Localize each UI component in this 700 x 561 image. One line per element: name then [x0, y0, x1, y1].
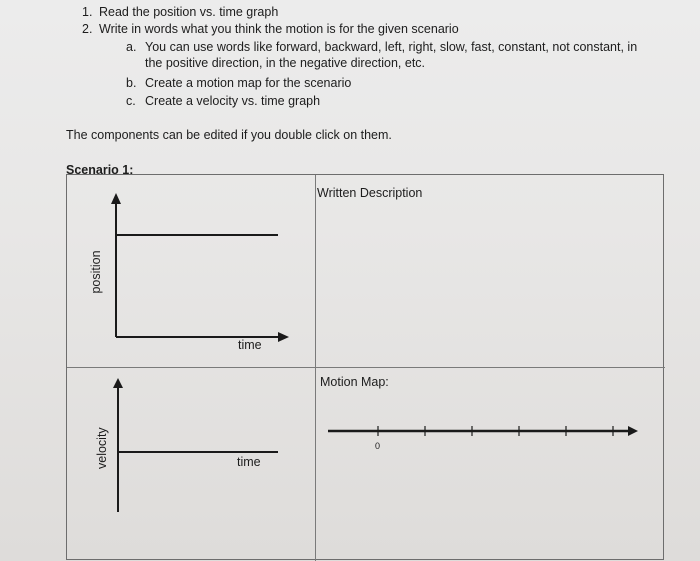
sub-b-text: Create a motion map for the scenario — [145, 76, 352, 90]
position-x-arrow — [278, 332, 289, 342]
sub-c-letter: c. — [126, 94, 136, 108]
velocity-graph-svg — [80, 372, 300, 522]
motion-map-arrow — [628, 426, 638, 436]
position-axis-label: position — [89, 250, 103, 294]
motion-map-label: Motion Map: — [320, 375, 389, 389]
velocity-time-graph[interactable] — [80, 372, 300, 522]
sub-a-text-line2: the positive direction, in the negative direction, etc. — [145, 56, 426, 70]
item-1-number: 1. — [82, 5, 93, 19]
item-2-number: 2. — [82, 22, 93, 36]
sub-a-letter: a. — [126, 40, 137, 54]
sub-b-letter: b. — [126, 76, 137, 90]
velocity-axis-label: velocity — [95, 427, 109, 469]
velocity-time-label: time — [237, 455, 261, 469]
position-y-arrow — [111, 193, 121, 204]
edit-note: The components can be edited if you double click on them. — [66, 128, 392, 142]
velocity-y-arrow — [113, 378, 123, 388]
item-2-text: Write in words what you think the motion is for the given scenario — [99, 22, 459, 36]
motion-map[interactable] — [328, 418, 648, 458]
position-time-label: time — [238, 338, 262, 352]
item-1-text: Read the position vs. time graph — [99, 5, 279, 19]
sub-a-text-line1: You can use words like forward, backward, left, right, slow, fast, constant, not constant, in — [145, 40, 638, 54]
table-row-divider — [67, 367, 665, 368]
written-description-label: Written Description — [317, 186, 423, 200]
scenario-title: Scenario 1: — [66, 163, 134, 177]
motion-map-svg — [328, 418, 648, 458]
sub-c-text: Create a velocity vs. time graph — [145, 94, 321, 108]
position-time-graph[interactable] — [80, 185, 300, 360]
written-description-cell[interactable] — [316, 175, 665, 367]
position-graph-svg — [80, 185, 300, 360]
motion-map-origin-label: 0 — [375, 441, 381, 451]
